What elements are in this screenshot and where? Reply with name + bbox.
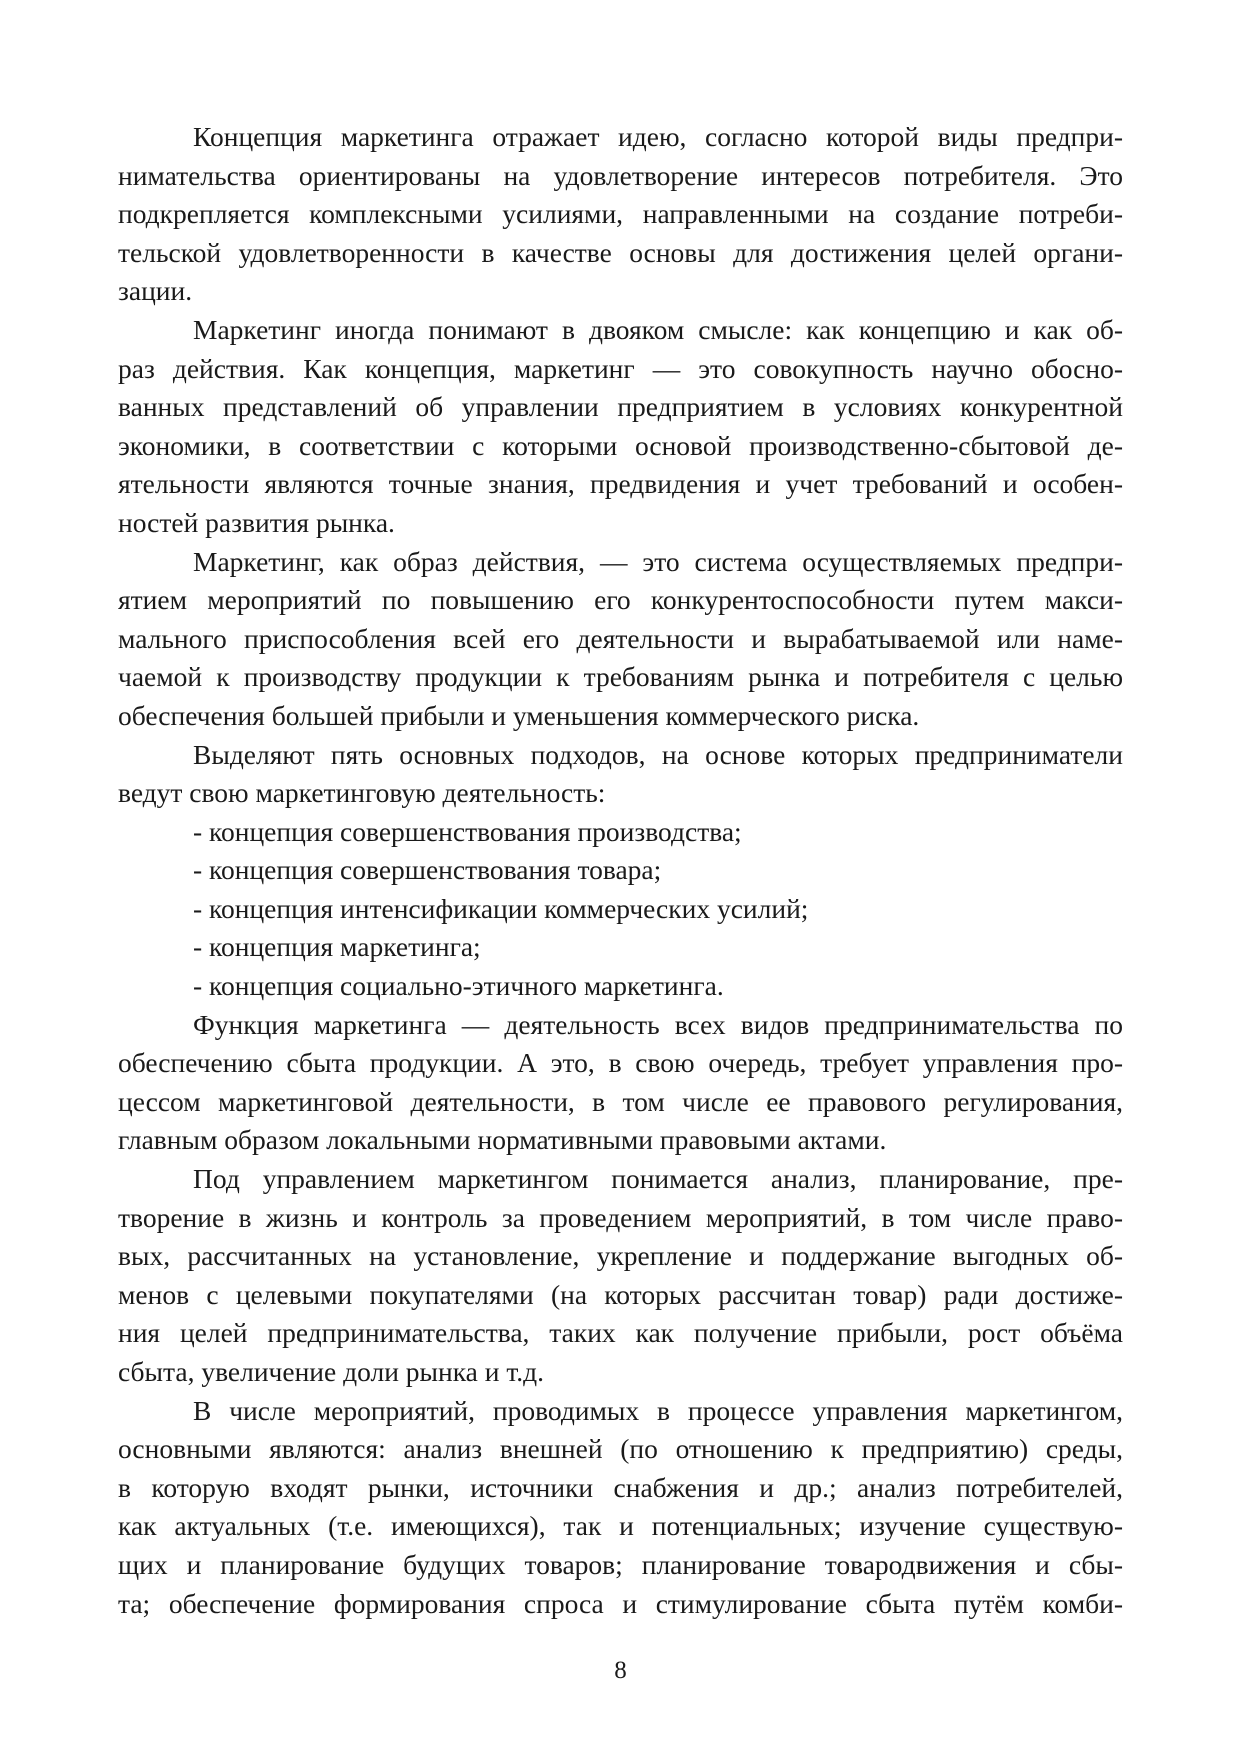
page-body — [118, 118, 1123, 1623]
text-line: Концепция маркетинга отражает идею, согласно которой виды предпри- — [193, 121, 1123, 152]
paragraph — [118, 1392, 1123, 1624]
list-item: - концепция совершенствования производства; — [193, 815, 742, 847]
text-line: тельской удовлетворенности в качестве основы для достижения целей органи- — [118, 236, 1123, 268]
page-number: 8 — [614, 1657, 627, 1684]
text-line: ведут свою маркетинговую деятельность: — [118, 777, 606, 809]
text-line: Выделяют пять основных подходов, на основе которых предприниматели — [193, 738, 1123, 770]
text-line: Функция маркетинга — деятельность всех видов предпринимательства по — [193, 1008, 1123, 1040]
text-line: зации. — [118, 275, 193, 307]
text-line: цессом маркетинговой деятельности, в том числе ее правового регулирования, — [118, 1085, 1123, 1117]
text-line: подкрепляется комплексными усилиями, направленными на создание потреби- — [118, 198, 1123, 230]
paragraph — [118, 1006, 1123, 1160]
list-item: - концепция интенсификации коммерческих усилий; — [193, 892, 809, 924]
text-line: экономики, в соответствии с которыми основой производственно-сбытовой де- — [118, 429, 1123, 461]
text-line: мального приспособления всей его деятельности и вырабатываемой или наме- — [118, 622, 1123, 654]
text-line: творение в жизнь и контроль за проведением мероприятий, в том числе право- — [118, 1201, 1123, 1233]
text-line: сбыта, увеличение доли рынка и т.д. — [118, 1356, 545, 1387]
paragraph — [118, 736, 1123, 813]
text-line: менов с целевыми покупателями (на которых рассчитан товар) ради достиже- — [118, 1278, 1123, 1310]
text-line: В числе мероприятий, проводимых в процессе управления маркетингом, — [193, 1394, 1123, 1426]
text-line: в которую входят рынки, источники снабжения и др.; анализ потребителей, — [118, 1471, 1123, 1503]
text-line: ния целей предпринимательства, таких как получение прибыли, рост объёма — [118, 1317, 1123, 1349]
text-line: ятием мероприятий по повышению его конкурентоспособности путем макси- — [118, 584, 1123, 616]
text-line: ятельности являются точные знания, предвидения и учет требований и особен- — [118, 468, 1123, 500]
paragraph — [118, 311, 1123, 543]
text-line: Маркетинг иногда понимают в двояком смысле: как концепцию и как об- — [193, 313, 1123, 345]
text-line: ванных представлений об управлении предприятием в условиях конкурентной — [118, 391, 1123, 423]
paragraph — [118, 1160, 1123, 1392]
paragraph — [118, 118, 1123, 311]
text-line: чаемой к производству продукции к требованиям рынка и потребителя с целью — [118, 661, 1123, 693]
text-line: основными являются: анализ внешней (по отношению к предприятию) среды, — [118, 1433, 1123, 1465]
text-line: нимательства ориентированы на удовлетворение интересов потребителя. Это — [118, 159, 1123, 191]
text-line: главным образом локальными нормативными правовыми актами. — [118, 1124, 887, 1156]
list-item: - концепция маркетинга; — [193, 931, 481, 963]
text-line: обеспечения большей прибыли и уменьшения коммерческого риска. — [118, 699, 920, 731]
approaches-list — [118, 813, 1123, 1006]
text-line: Под управлением маркетингом понимается анализ, планирование, пре- — [193, 1163, 1123, 1195]
text-line: раз действия. Как концепция, маркетинг — это совокупность научно обосно- — [118, 352, 1123, 384]
text-line: как актуальных (т.е. имеющихся), так и потенциальных; изучение существую- — [118, 1510, 1123, 1542]
paragraph — [118, 543, 1123, 736]
text-line: Маркетинг, как образ действия, — это система осуществляемых предпри- — [193, 545, 1123, 577]
list-item: - концепция совершенствования товара; — [193, 854, 662, 886]
list-item: - концепция социально-этичного маркетинга. — [193, 970, 724, 1002]
text-line: вых, рассчитанных на установление, укрепление и поддержание выгодных об- — [118, 1240, 1123, 1272]
text-line: щих и планирование будущих товаров; планирование товародвижения и сбы- — [118, 1548, 1123, 1580]
text-line: та; обеспечение формирования спроса и стимулирование сбыта путём комби- — [118, 1587, 1123, 1619]
text-line: ностей развития рынка. — [118, 506, 395, 538]
text-line: обеспечению сбыта продукции. А это, в свою очередь, требует управления про- — [118, 1047, 1123, 1079]
